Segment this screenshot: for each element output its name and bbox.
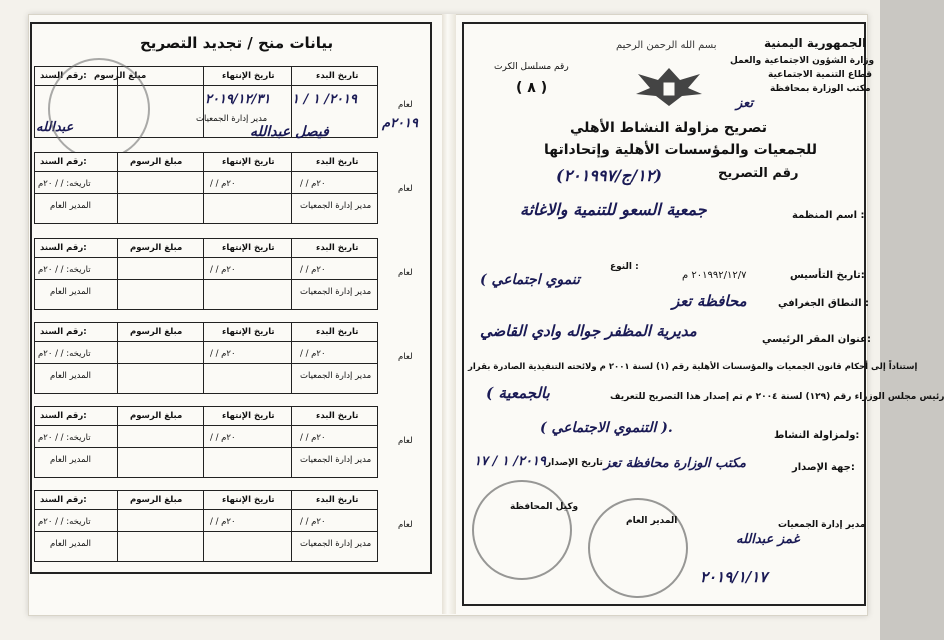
office-stamp	[588, 498, 688, 598]
activity-label: ولمزاولة النشاط:	[774, 430, 860, 441]
org-label: اسم المنظمة :	[792, 210, 865, 221]
start-header-6: تاريخ البدء	[316, 495, 359, 505]
fee-header-1: مبلغ الرسوم	[94, 71, 147, 81]
issue-date-label: تاريخ الإصدار	[546, 458, 603, 468]
hq-hand: مديرية المظفر جواله وادي القاضي	[480, 322, 697, 340]
ministry-name: وزارة الشؤون الاجتماعية والعمل	[730, 56, 875, 66]
founded-label: تاريخ التأسيس:	[790, 270, 865, 281]
receipt-header-1: رقم السند:	[40, 71, 87, 81]
fee-header-6: مبلغ الرسوم	[130, 495, 183, 505]
hq-label: عنوان المقر الرئيسي:	[762, 334, 871, 345]
org-name-hand: جمعية السعو للتنمية والاغاثة	[520, 200, 707, 219]
director-assoc-4: مدير إدارة الجمعيات	[300, 371, 372, 381]
issuer-label: جهة الإصدار:	[792, 462, 855, 473]
end-date-6: / / ٢٠م	[210, 517, 236, 527]
geo-label: النطاق الجغرافي :	[778, 298, 870, 309]
gm-6: المدير العام	[50, 539, 91, 549]
year-label-3: لعام	[398, 268, 413, 278]
start-date-2: / / ٢٠م	[300, 179, 326, 189]
gm-5: المدير العام	[50, 455, 91, 465]
director-assoc-2: مدير إدارة الجمعيات	[300, 201, 372, 211]
start-header-3: تاريخ البدء	[316, 243, 359, 253]
receipt-header-2: رقم السند:	[40, 157, 87, 167]
sector-name: قطاع التنمية الاجتماعية	[768, 70, 873, 80]
director-name-hand: غمز عبدالله	[736, 532, 800, 547]
permit-no-hand: (١٢/ج/٢٠١٩٩٧)	[556, 166, 662, 185]
start-header-1: تاريخ البدء	[316, 71, 359, 81]
office-hand: تعز	[736, 96, 754, 111]
gm-signature: عبدالله	[36, 120, 74, 135]
start-date-5: / / ٢٠م	[300, 433, 326, 443]
start-header-2: تاريخ البدء	[316, 157, 359, 167]
fee-header-5: مبلغ الرسوم	[130, 411, 183, 421]
end-date-4: / / ٢٠م	[210, 349, 236, 359]
dated-5: تاريخه: / / ٢٠م	[38, 433, 91, 443]
year-label-2: لعام	[398, 184, 413, 194]
permit-title: تصريح مزاولة النشاط الأهلي	[570, 120, 767, 136]
start-header-4: تاريخ البدء	[316, 327, 359, 337]
geo-hand: محافظة تعز	[672, 292, 747, 310]
issue-date-hand: ٢٠١٩/ ١ / ١٧	[474, 454, 546, 469]
director-assoc-label: مدير إدارة الجمعيات	[778, 520, 866, 530]
end-header-1: تاريخ الإنتهاء	[222, 71, 275, 81]
fee-header-2: مبلغ الرسوم	[130, 157, 183, 167]
law-text-2: رئيس مجلس الوزراء رقم (١٢٩) لسنة ٢٠٠٤ م تم إصدار هذا التصريح للتعريف	[610, 392, 944, 402]
fee-header-3: مبلغ الرسوم	[130, 243, 183, 253]
receipt-header-5: رقم السند:	[40, 411, 87, 421]
office-name: مكتب الوزارة بمحافظة	[770, 84, 871, 94]
stamp-circle	[48, 58, 150, 160]
dated-3: تاريخه: / / ٢٠م	[38, 265, 91, 275]
year-label-5: لعام	[398, 436, 413, 446]
end-date-hand: ٢٠١٩/١٢/٣١	[205, 92, 271, 107]
start-header-5: تاريخ البدء	[316, 411, 359, 421]
dated-6: تاريخه: / / ٢٠م	[38, 517, 91, 527]
type-label: النوع :	[610, 262, 639, 272]
start-date-6: / / ٢٠م	[300, 517, 326, 527]
republic-name: الجمهورية اليمنية	[764, 36, 867, 50]
end-header-2: تاريخ الإنتهاء	[222, 157, 275, 167]
issuer-hand: مكتب الوزارة محافظة تعز	[604, 456, 746, 471]
dated-4: تاريخه: / / ٢٠م	[38, 349, 91, 359]
director-assoc-3: مدير إدارة الجمعيات	[300, 287, 372, 297]
gm-3: المدير العام	[50, 287, 91, 297]
year-label-1: لعام	[398, 100, 413, 110]
dated-2: تاريخه: / / ٢٠م	[38, 179, 91, 189]
basmala: بسم الله الرحمن الرحيم	[616, 40, 717, 51]
end-header-3: تاريخ الإنتهاء	[222, 243, 275, 253]
fee-header-4: مبلغ الرسوم	[130, 327, 183, 337]
gm-2: المدير العام	[50, 201, 91, 211]
law-hand: ( بالجمعية	[486, 384, 550, 402]
end-date-3: / / ٢٠م	[210, 265, 236, 275]
end-date-5: / / ٢٠م	[210, 433, 236, 443]
start-date-hand: ٢٠١٩/ ١ / ١	[292, 92, 357, 107]
law-text-1: إستناداً إلى أحكام قانون الجمعيات والمؤسسات الأهلية رقم (١) لسنة ٢٠٠١ م ولائحته التنفيذية الصادرة بقرار	[468, 362, 918, 372]
type-hand: ( تنموي اجتماعي	[480, 272, 580, 288]
renewal-title: بيانات منح / تجديد التصريح	[140, 34, 334, 52]
start-date-3: / / ٢٠م	[300, 265, 326, 275]
paper-fold	[442, 14, 456, 614]
permit-subtitle: للجمعيات والمؤسسات الأهلية وإتحاداتها	[544, 142, 817, 158]
activity-hand: ( التنموي الاجتماعي ).	[540, 420, 673, 436]
director-assoc-6: مدير إدارة الجمعيات	[300, 539, 372, 549]
bottom-date-hand: ٢٠١٩/١/١٧	[700, 568, 768, 586]
director-assoc-1: مدير إدارة الجمعيات	[196, 114, 268, 124]
general-director-label: المدير العام	[626, 516, 678, 526]
governor-stamp	[472, 480, 572, 580]
start-date-4: / / ٢٠م	[300, 349, 326, 359]
end-date-2: / / ٢٠م	[210, 179, 236, 189]
director-assoc-5: مدير إدارة الجمعيات	[300, 455, 372, 465]
receipt-header-6: رقم السند:	[40, 495, 87, 505]
serial-value: ( ٨ )	[516, 80, 548, 96]
eagle-emblem-icon	[628, 60, 710, 110]
gm-4: المدير العام	[50, 371, 91, 381]
year-label-4: لعام	[398, 352, 413, 362]
year-hand: ٢٠١٩م	[382, 116, 418, 131]
renewal-signature: فيصل عبدالله	[250, 124, 329, 140]
end-header-6: تاريخ الإنتهاء	[222, 495, 275, 505]
receipt-header-4: رقم السند:	[40, 327, 87, 337]
end-header-4: تاريخ الإنتهاء	[222, 327, 275, 337]
founded-value: ٢٠١٩٩٢/١٢/٧ م	[682, 270, 747, 281]
serial-label: رقم مسلسل الكرت	[494, 62, 569, 72]
governor-deputy: وكيل المحافظة	[510, 502, 579, 512]
permit-no-label: رقم التصريح	[718, 166, 799, 181]
end-header-5: تاريخ الإنتهاء	[222, 411, 275, 421]
receipt-header-3: رقم السند:	[40, 243, 87, 253]
year-label-6: لعام	[398, 520, 413, 530]
